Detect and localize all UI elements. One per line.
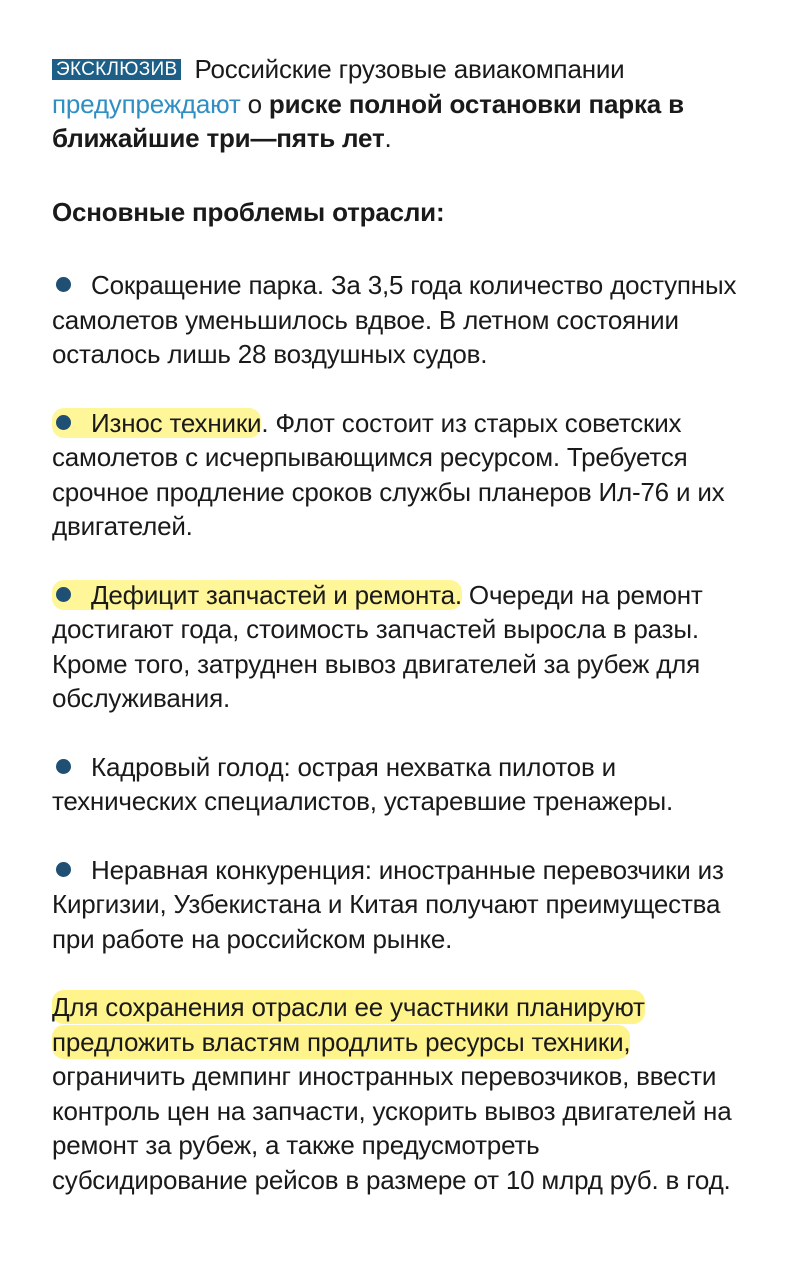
list-item-lead-highlighted: Износ техники [91,407,262,438]
post-body [52,52,742,1197]
list-item [52,853,742,957]
bullet-icon [56,862,71,877]
intro-text: Российские грузовые авиакомпании [187,54,625,84]
list-item-text: . Флот состоит из старых советских самолетов с исчерпывающимся ресурсом. Требуется срочное продление сроков службы планеров Ил-76 и их двигателей. [52,407,725,541]
intro-paragraph [52,52,742,156]
intro-link[interactable]: предупреждают [52,88,241,119]
list-item-text: За 3,5 года количество доступных самолетов уменьшилось вдвое. В летном состоянии осталось лишь 28 воздушных судов. [52,270,737,369]
list-item-text: Очереди на ремонт достигают года, стоимость запчастей выросла в разы. Кроме того, затруднен вывоз двигателей за рубеж для обслуживания. [52,579,703,713]
list-item-lead: Неравная конкуренция: [91,854,372,885]
list-item-lead: Кадровый голод: [91,751,291,782]
list-item-text: иностранные перевозчики из Киргизии, Узбекистана и Китая получают преимущества при работе на российском рынке. [52,854,724,954]
conclusion-highlighted-text: Для сохранения отрасли ее участники планируют предложить властям продлить ресурсы техники, [52,992,645,1057]
conclusion-paragraph [52,990,742,1197]
bullet-icon [56,277,71,292]
list-item-text: острая нехватка пилотов и технических специалистов, устаревшие тренажеры. [52,751,674,816]
conclusion-text: ограничить демпинг иностранных перевозчиков, ввести контроль цен на запчасти, ускорить вывоз двигателей на ремонт за рубеж, а также предусмотреть субсидирование рейсов в размере от 10 млрд руб. в год. [52,1061,732,1195]
section-heading: Основные проблемы отрасли: [52,196,445,227]
bullet-icon [56,759,71,774]
exclusive-badge: ЭКСКЛЮЗИВ [52,59,181,80]
intro-text-3: . [384,123,392,153]
list-item-lead: Сокращение парка. [91,270,324,300]
list-item [52,406,742,544]
bullet-icon [56,415,71,430]
list-item-lead-highlighted: Дефицит запчастей и ремонта. [91,579,462,610]
list-item [52,268,742,372]
intro-text-2: о [240,88,269,119]
list-item [52,750,742,819]
bullet-icon [56,587,71,602]
list-item [52,578,742,716]
intro-bold-text: риске полной остановки парка в ближайшие три—пять лет [52,88,684,153]
